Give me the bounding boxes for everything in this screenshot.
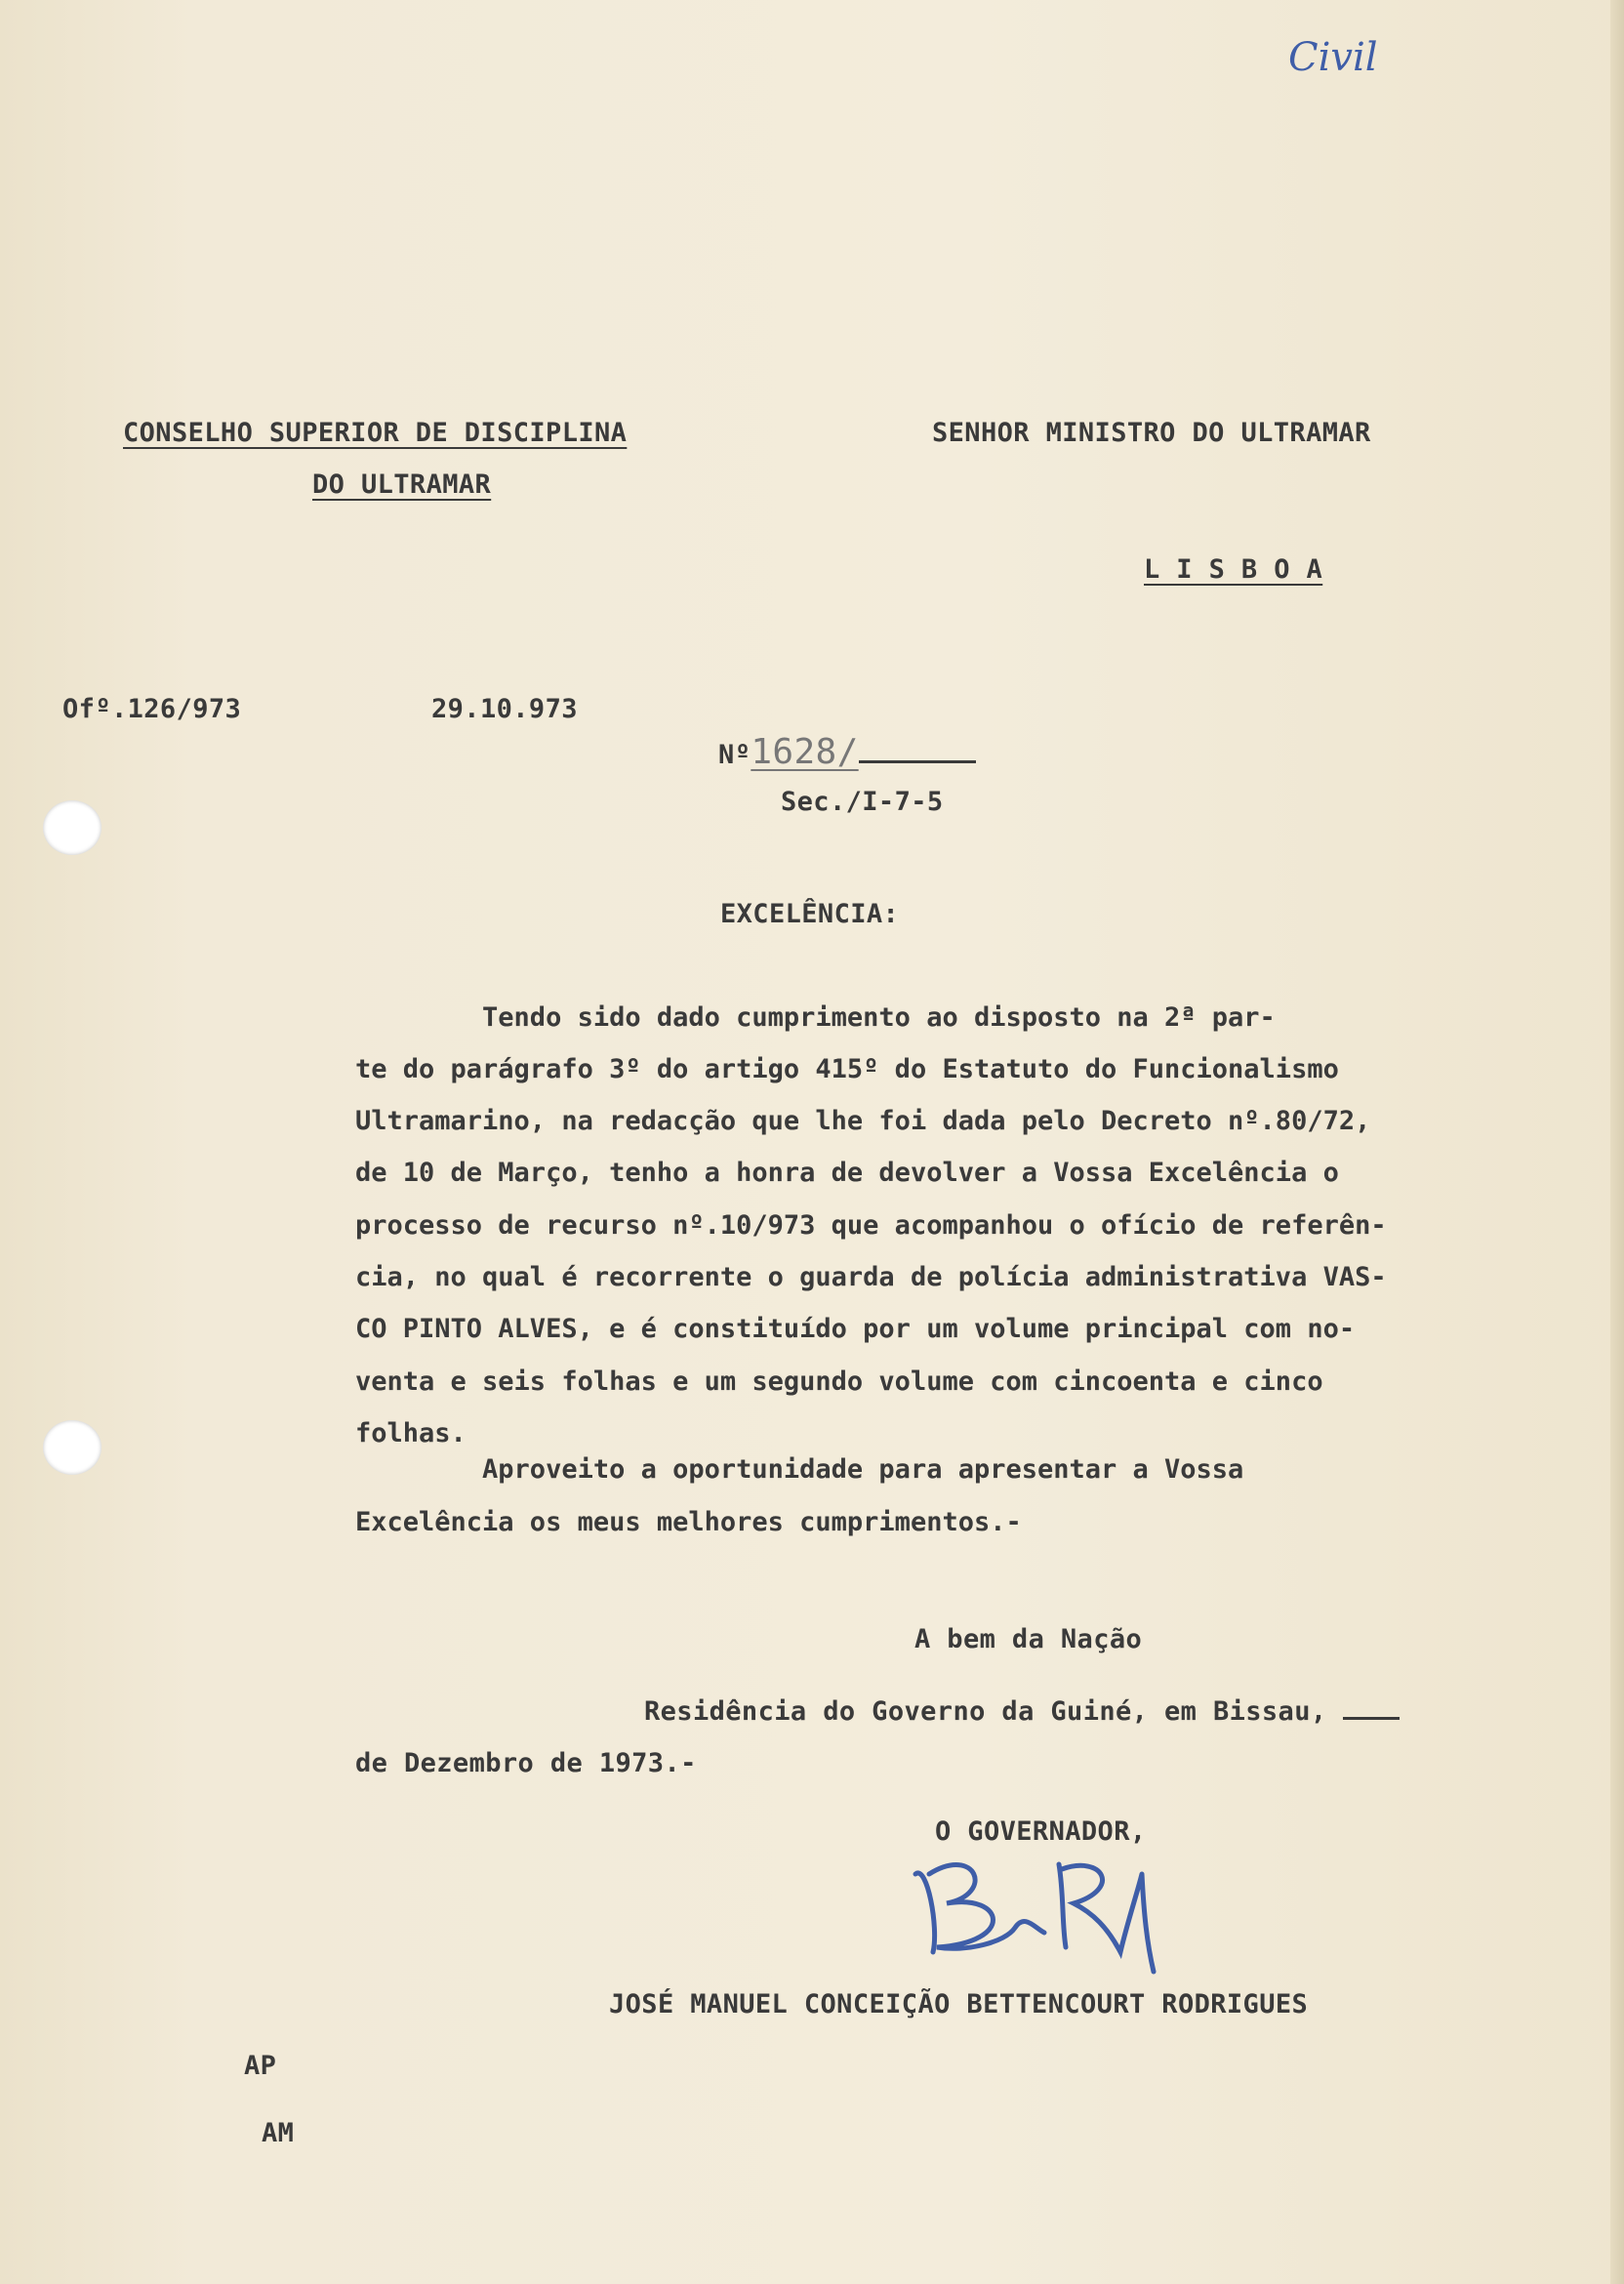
handwritten-annotation: Civil xyxy=(1288,35,1378,80)
number-value: 1628/ xyxy=(751,732,859,772)
punch-hole-bottom xyxy=(43,1420,102,1475)
body-line: de 10 de Março, tenho a honra de devolver a Vossa Excelência o xyxy=(355,1158,1339,1188)
body-line: Ultramarino, na redacção que lhe foi dada pelo Decreto nº.80/72, xyxy=(355,1106,1371,1136)
day-blank xyxy=(1343,1717,1400,1720)
oficio-reference: Ofº.126/973 xyxy=(62,694,242,724)
sender-line-2: DO ULTRAMAR xyxy=(312,469,492,500)
signature xyxy=(898,1835,1171,1981)
punch-hole-top xyxy=(43,800,102,855)
body-line: Tendo sido dado cumprimento ao disposto na 2ª par- xyxy=(355,1002,1276,1033)
initials-am: AM xyxy=(262,2118,295,2148)
place-line-2: de Dezembro de 1973.- xyxy=(355,1748,697,1778)
recipient-city: L I S B O A xyxy=(1144,554,1323,585)
number-prefix: Nº xyxy=(718,740,751,770)
initials-ap: AP xyxy=(244,2051,277,2081)
reference-number xyxy=(718,732,976,772)
body-line: venta e seis folhas e um segundo volume com cincoenta e cinco xyxy=(355,1366,1323,1397)
body-line: cia, no qual é recorrente o guarda de polícia administrativa VAS- xyxy=(355,1262,1387,1292)
sender-line-1: CONSELHO SUPERIOR DE DISCIPLINA xyxy=(123,418,628,448)
body-line: processo de recurso nº.10/973 que acompanhou o ofício de referên- xyxy=(355,1210,1387,1241)
paper-edge xyxy=(1610,0,1624,2284)
body-line: Aproveito a oportunidade para apresentar a Vossa xyxy=(355,1454,1244,1485)
recipient-line-1: SENHOR MINISTRO DO ULTRAMAR xyxy=(932,418,1371,448)
governor-title: O GOVERNADOR, xyxy=(935,1816,1147,1847)
oficio-date: 29.10.973 xyxy=(431,694,578,724)
number-blank xyxy=(859,760,976,763)
signatory-name: JOSÉ MANUEL CONCEIÇÃO BETTENCOURT RODRIGUES xyxy=(609,1989,1309,2019)
body-line: folhas. xyxy=(355,1418,467,1448)
body-line: CO PINTO ALVES, e é constituído por um volume principal com no- xyxy=(355,1314,1356,1344)
salutation: EXCELÊNCIA: xyxy=(720,899,900,929)
body-line: Excelência os meus melhores cumprimentos.- xyxy=(355,1507,1022,1537)
section-code: Sec./I-7-5 xyxy=(781,787,944,817)
place-line-1 xyxy=(644,1698,1400,1725)
closing: A bem da Nação xyxy=(914,1624,1143,1654)
place-text: Residência do Governo da Guiné, em Bissau, xyxy=(644,1696,1327,1727)
body-line: te do parágrafo 3º do artigo 415º do Estatuto do Funcionalismo xyxy=(355,1054,1339,1084)
